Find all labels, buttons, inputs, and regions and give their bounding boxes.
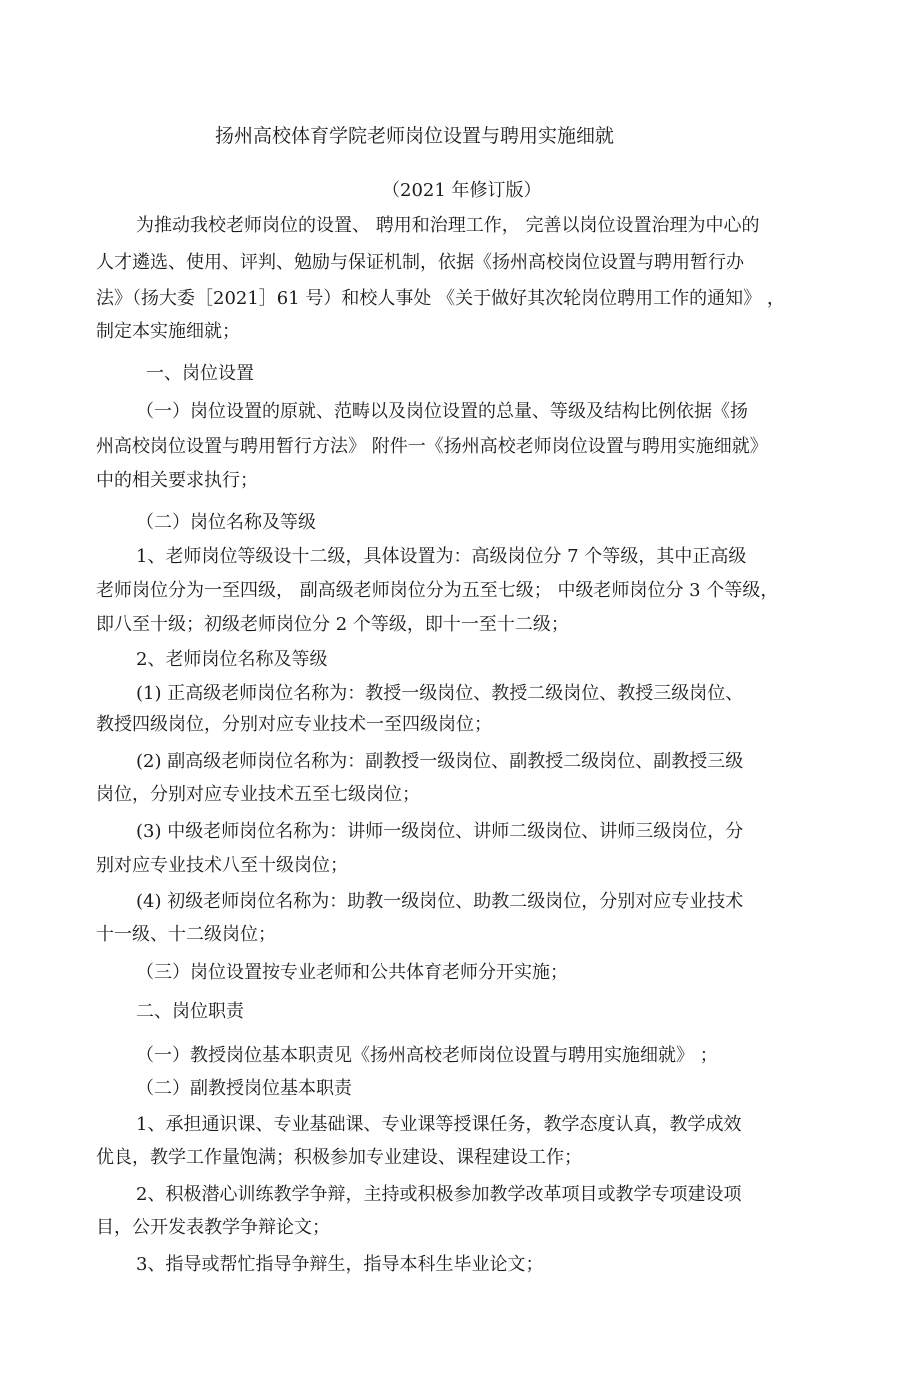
paragraph-line: 为推动我校老师岗位的设置、 聘用和治理工作， 完善以岗位设置治理为中心的 <box>136 215 760 236</box>
subsection-heading: （二）岗位名称及等级 <box>136 512 316 533</box>
paragraph-line: （一）岗位设置的原就、范畴以及岗位设置的总量、等级及结构比例依据《扬 <box>136 401 748 422</box>
paragraph-line: 法》（扬大委［2021］61 号）和校人事处 《关于做好其次轮岗位聘用工作的通知》 ， <box>96 288 785 309</box>
document-title: 扬州高校体育学院老师岗位设置与聘用实施细就 <box>215 125 615 147</box>
paragraph-line: 教授四级岗位，分别对应专业技术一至四级岗位； <box>96 714 492 735</box>
paragraph-line: (2) 副高级老师岗位名称为：副教授一级岗位、副教授二级岗位、副教授三级 <box>136 751 744 772</box>
subsection-heading: （三）岗位设置按专业老师和公共体育老师分开实施； <box>136 962 568 983</box>
paragraph-line: 3、指导或帮忙指导争辩生，指导本科生毕业论文； <box>136 1254 544 1275</box>
section-heading: 二、岗位职责 <box>136 1001 244 1022</box>
subsection-heading: （二）副教授岗位基本职责 <box>136 1078 352 1099</box>
section-heading: 一、岗位设置 <box>146 363 254 384</box>
paragraph-line: (4) 初级老师岗位名称为：助教一级岗位、助教二级岗位，分别对应专业技术 <box>136 891 744 912</box>
paragraph-line: 目，公开发表教学争辩论文； <box>96 1217 330 1238</box>
paragraph-line: 1、老师岗位等级设十二级，具体设置为：高级岗位分 7 个等级，其中正高级 <box>136 546 747 567</box>
paragraph-line: 即八至十级；初级老师岗位分 2 个等级，即十一至十二级； <box>96 614 569 635</box>
paragraph-line: 老师岗位分为一至四级， 副高级老师岗位分为五至七级； 中级老师岗位分 3 个等级， <box>96 580 779 601</box>
subsection-heading: （一）教授岗位基本职责见《扬州高校老师岗位设置与聘用实施细就》 ； <box>136 1045 718 1066</box>
paragraph-line: 2、老师岗位名称及等级 <box>136 649 328 670</box>
paragraph-line: 州高校岗位设置与聘用暂行方法》 附件一《扬州高校老师岗位设置与聘用实施细就》 <box>96 436 768 457</box>
document-subtitle: （2021 年修订版） <box>382 180 542 201</box>
paragraph-line: 制定本实施细就； <box>96 321 240 342</box>
paragraph-line: 十一级、十二级岗位； <box>96 924 276 945</box>
paragraph-line: 优良，教学工作量饱满；积极参加专业建设、课程建设工作； <box>96 1147 582 1168</box>
paragraph-line: (3) 中级老师岗位名称为：讲师一级岗位、讲师二级岗位、讲师三级岗位，分 <box>136 821 744 842</box>
paragraph-line: 别对应专业技术八至十级岗位； <box>96 855 348 876</box>
paragraph-line: 2、积极潜心训练教学争辩，主持或积极参加教学改革项目或教学专项建设项 <box>136 1184 742 1205</box>
paragraph-line: 1、承担通识课、专业基础课、专业课等授课任务，教学态度认真，教学成效 <box>136 1114 742 1135</box>
paragraph-line: 中的相关要求执行； <box>96 470 258 491</box>
paragraph-line: 岗位，分别对应专业技术五至七级岗位； <box>96 784 420 805</box>
paragraph-line: 人才遴选、使用、评判、勉励与保证机制，依据《扬州高校岗位设置与聘用暂行办 <box>96 252 744 273</box>
paragraph-line: (1) 正高级老师岗位名称为：教授一级岗位、教授二级岗位、教授三级岗位、 <box>136 683 744 704</box>
